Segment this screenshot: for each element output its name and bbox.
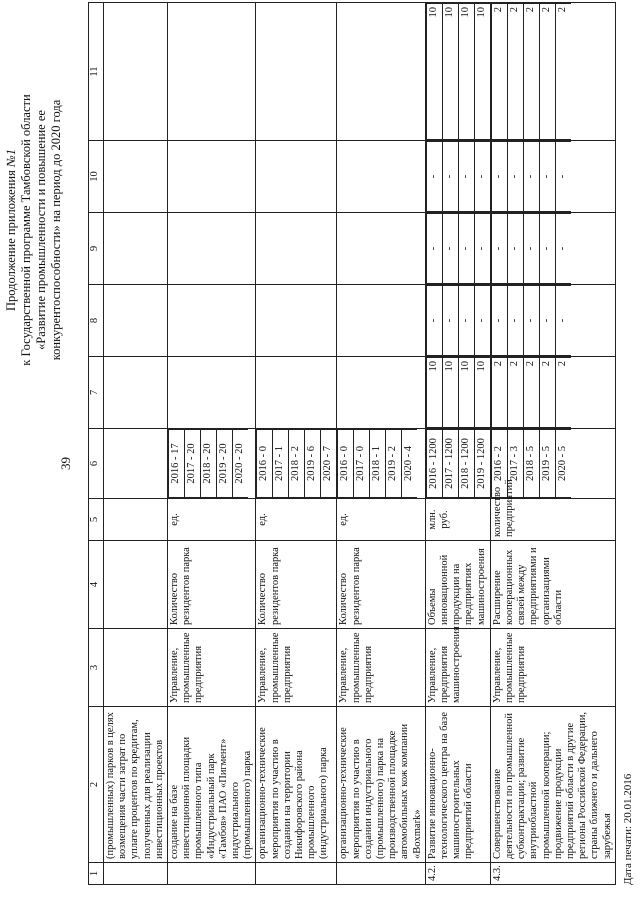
col-header: 5 bbox=[89, 499, 104, 541]
unit-text: ед. bbox=[168, 499, 256, 541]
col9-cell bbox=[104, 213, 168, 285]
col8-cell-value: - bbox=[442, 286, 458, 356]
year-value-cell-value: 2020 - 5 bbox=[555, 430, 571, 498]
executor-text: Управление, промышленные предприятия bbox=[490, 629, 615, 707]
col11-cell bbox=[256, 3, 337, 141]
col7-cell bbox=[425, 357, 490, 429]
col7-cell-value: 10 bbox=[474, 358, 490, 428]
year-value-cell-value: 2017 - 1 bbox=[273, 430, 289, 498]
indicator-text: Количество резидентов парка bbox=[256, 541, 337, 629]
year-value-cell bbox=[337, 429, 425, 499]
col11-cell bbox=[490, 3, 615, 141]
col10-cell bbox=[490, 141, 615, 213]
unit-text: ед. bbox=[337, 499, 425, 541]
table-row bbox=[168, 3, 256, 885]
year-value-cell-value: 2017 - 3 bbox=[507, 430, 523, 498]
header-line3: «Развитие промышленности и повышение ее bbox=[34, 110, 48, 350]
col9-cell-value: - bbox=[491, 214, 507, 284]
executor-text: Управление, промышленные предприятия bbox=[256, 629, 337, 707]
year-value-cell-value: 2017 - 20 bbox=[185, 430, 201, 498]
col9-cell bbox=[425, 213, 490, 285]
year-value-cell-value: 2019 - 20 bbox=[217, 430, 233, 498]
col7-cell bbox=[104, 357, 168, 429]
row-number bbox=[337, 863, 425, 885]
year-value-cell-value: 2016 - 1200 bbox=[426, 430, 442, 498]
col7-cell bbox=[168, 357, 256, 429]
col9-cell-value: - bbox=[474, 214, 490, 284]
col10-cell bbox=[256, 141, 337, 213]
table-row bbox=[256, 3, 337, 885]
row-number bbox=[104, 863, 168, 885]
col-header: 7 bbox=[89, 357, 104, 429]
col11-cell-value: 2 bbox=[507, 4, 523, 140]
col9-cell-value: - bbox=[507, 214, 523, 284]
col9-cell-value: - bbox=[442, 214, 458, 284]
year-value-cell-value: 2020 - 20 bbox=[233, 430, 249, 498]
indicator-text: Количество резидентов парка bbox=[337, 541, 425, 629]
activity-text: Совершенствование деятельности по промышленной субконтрактации; развитие внутриобластной промышленной кооперации; продвижение продукции предприятий области в другие регионы Российской Федерации, страны ближнего и дальнего зарубежья bbox=[490, 707, 615, 863]
col8-cell bbox=[490, 285, 615, 357]
year-value-cell bbox=[168, 429, 256, 499]
row-number bbox=[168, 863, 256, 885]
executor-text: Управление, промышленные предприятия bbox=[337, 629, 425, 707]
col7-cell-value: 2 bbox=[491, 358, 507, 428]
unit-text bbox=[104, 499, 168, 541]
col8-cell-value: - bbox=[426, 286, 442, 356]
col9-cell-value: - bbox=[458, 214, 474, 284]
col-header: 10 bbox=[89, 141, 104, 213]
col-header: 11 bbox=[89, 3, 104, 141]
col8-cell bbox=[104, 285, 168, 357]
header-mark: №1 bbox=[4, 148, 18, 168]
col8-cell-value: - bbox=[539, 286, 555, 356]
col11-cell-value: 2 bbox=[555, 4, 571, 140]
col-header: 9 bbox=[89, 213, 104, 285]
table-row bbox=[490, 3, 615, 885]
year-value-cell-value: 2020 - 4 bbox=[402, 430, 418, 498]
year-value-cell-value: 2018 - 1200 bbox=[458, 430, 474, 498]
year-value-cell-value: 2019 - 6 bbox=[305, 430, 321, 498]
indicator-text bbox=[104, 541, 168, 629]
year-value-cell-value: 2016 - 0 bbox=[257, 430, 273, 498]
table-row bbox=[337, 3, 425, 885]
col11-cell bbox=[425, 3, 490, 141]
executor-text bbox=[104, 629, 168, 707]
year-value-cell-value: 2017 - 1200 bbox=[442, 430, 458, 498]
col-header: 3 bbox=[89, 629, 104, 707]
indicator-text: Количество резидентов парка bbox=[168, 541, 256, 629]
col10-cell-value: - bbox=[539, 142, 555, 212]
col8-cell-value: - bbox=[555, 286, 571, 356]
unit-text: ед. bbox=[256, 499, 337, 541]
activity-text: Развитие инновационно-технологического центра на базе машиностроительных предприятий области bbox=[425, 707, 490, 863]
document-header bbox=[4, 25, 64, 435]
indicator-text: Расширение кооперационных связей между предприятиями и организациями области bbox=[490, 541, 615, 629]
col7-cell-value: 10 bbox=[458, 358, 474, 428]
col8-cell-value: - bbox=[458, 286, 474, 356]
unit-text: млн. руб. bbox=[425, 499, 490, 541]
col10-cell-value: - bbox=[474, 142, 490, 212]
table-body bbox=[104, 3, 616, 885]
year-value-cell-value: 2018 - 20 bbox=[201, 430, 217, 498]
year-value-cell-value: 2017 - 0 bbox=[354, 430, 370, 498]
year-value-cell-value: 2018 - 2 bbox=[289, 430, 305, 498]
col-header: 2 bbox=[89, 707, 104, 863]
col8-cell bbox=[168, 285, 256, 357]
indicator-text: Объемы инновационной продукции на предприятиях машиностроения bbox=[425, 541, 490, 629]
table-row bbox=[104, 3, 168, 885]
row-number: 4.2. bbox=[425, 863, 490, 885]
page-number: 39 bbox=[58, 457, 73, 470]
col11-cell-value: 10 bbox=[458, 4, 474, 140]
column-number-row bbox=[89, 3, 104, 885]
col11-cell-value: 10 bbox=[442, 4, 458, 140]
col-header: 6 bbox=[89, 429, 104, 499]
col7-cell bbox=[490, 357, 615, 429]
year-value-cell-value: 2019 - 5 bbox=[539, 430, 555, 498]
col10-cell bbox=[425, 141, 490, 213]
executor-text: Управление, промышленные предприятия bbox=[168, 629, 256, 707]
year-value-cell-value: 2019 - 1200 bbox=[474, 430, 490, 498]
col7-cell-value: 2 bbox=[555, 358, 571, 428]
col9-cell-value: - bbox=[523, 214, 539, 284]
col8-cell-value: - bbox=[474, 286, 490, 356]
print-date: Дата печати: 20.01.2016 bbox=[622, 773, 634, 885]
executor-text: Управление, предприятия машиностроения bbox=[425, 629, 490, 707]
col11-cell bbox=[168, 3, 256, 141]
col10-cell bbox=[168, 141, 256, 213]
col8-cell-value: - bbox=[491, 286, 507, 356]
col8-cell-value: - bbox=[523, 286, 539, 356]
col11-cell-value: 10 bbox=[474, 4, 490, 140]
col8-cell bbox=[425, 285, 490, 357]
col7-cell bbox=[337, 357, 425, 429]
rotated-sheet bbox=[0, 7, 640, 905]
col11-cell-value: 2 bbox=[539, 4, 555, 140]
col7-cell bbox=[256, 357, 337, 429]
col9-cell-value: - bbox=[555, 214, 571, 284]
row-number bbox=[256, 863, 337, 885]
activity-text: (промышленных) парков в целях возмещения части затрат по уплате процентов по кредитам, полученных для реализации инвестиционных проектов bbox=[104, 707, 168, 863]
year-value-cell bbox=[104, 429, 168, 499]
year-value-cell bbox=[256, 429, 337, 499]
row-number: 4.3. bbox=[490, 863, 615, 885]
table-row bbox=[425, 3, 490, 885]
col10-cell bbox=[104, 141, 168, 213]
col10-cell-value: - bbox=[442, 142, 458, 212]
year-value-cell-value: 2018 - 5 bbox=[523, 430, 539, 498]
program-table bbox=[88, 2, 616, 885]
col8-cell bbox=[337, 285, 425, 357]
header-line4: конкурентоспособности» на период до 2020 года bbox=[49, 99, 63, 361]
col9-cell-value: - bbox=[426, 214, 442, 284]
col11-cell-value: 2 bbox=[491, 4, 507, 140]
col7-cell-value: 2 bbox=[539, 358, 555, 428]
col10-cell-value: - bbox=[426, 142, 442, 212]
col7-cell-value: 2 bbox=[523, 358, 539, 428]
col11-cell bbox=[337, 3, 425, 141]
year-value-cell-value: 2016 - 0 bbox=[338, 430, 354, 498]
col-header: 1 bbox=[89, 863, 104, 885]
col8-cell-value: - bbox=[507, 286, 523, 356]
year-value-cell-value: 2016 - 17 bbox=[169, 430, 185, 498]
col10-cell-value: - bbox=[523, 142, 539, 212]
activity-text: организационно-технические мероприятия по участию в создании на территории Никифоровского района промышленного (индустриального) парка bbox=[256, 707, 337, 863]
col8-cell bbox=[256, 285, 337, 357]
col9-cell-value: - bbox=[539, 214, 555, 284]
col9-cell bbox=[337, 213, 425, 285]
col11-cell-value: 10 bbox=[426, 4, 442, 140]
year-value-cell bbox=[425, 429, 490, 499]
col9-cell bbox=[490, 213, 615, 285]
year-value-cell-value: 2020 - 7 bbox=[321, 430, 337, 498]
col10-cell-value: - bbox=[555, 142, 571, 212]
activity-text: создание на базе инвестиционной площадки промышленного типа «Индустриальный парк «Тамбов» ПАО «Пигмент» индустриального (промышленного) парка bbox=[168, 707, 256, 863]
col-header: 4 bbox=[89, 541, 104, 629]
col7-cell-value: 2 bbox=[507, 358, 523, 428]
col-header: 8 bbox=[89, 285, 104, 357]
year-value-cell-value: 2018 - 1 bbox=[370, 430, 386, 498]
col10-cell-value: - bbox=[491, 142, 507, 212]
col11-cell-value: 2 bbox=[523, 4, 539, 140]
header-line2: к Государственной программе Тамбовской области bbox=[19, 94, 33, 366]
col9-cell bbox=[168, 213, 256, 285]
col7-cell-value: 10 bbox=[442, 358, 458, 428]
activity-text: организационно-технические мероприятия по участию в создании индустриального (промышленного) парка на производственной площадке автомобильных кож компании «Boxmark» bbox=[337, 707, 425, 863]
col10-cell-value: - bbox=[458, 142, 474, 212]
header-line1: Продолжение приложения bbox=[4, 170, 18, 312]
year-value-cell-value: 2016 - 2 bbox=[491, 430, 507, 498]
col11-cell bbox=[104, 3, 168, 141]
col10-cell-value: - bbox=[507, 142, 523, 212]
col10-cell bbox=[337, 141, 425, 213]
col7-cell-value: 10 bbox=[426, 358, 442, 428]
unit-text: количество предприятий bbox=[490, 499, 615, 541]
year-value-cell-value: 2019 - 2 bbox=[386, 430, 402, 498]
col9-cell bbox=[256, 213, 337, 285]
